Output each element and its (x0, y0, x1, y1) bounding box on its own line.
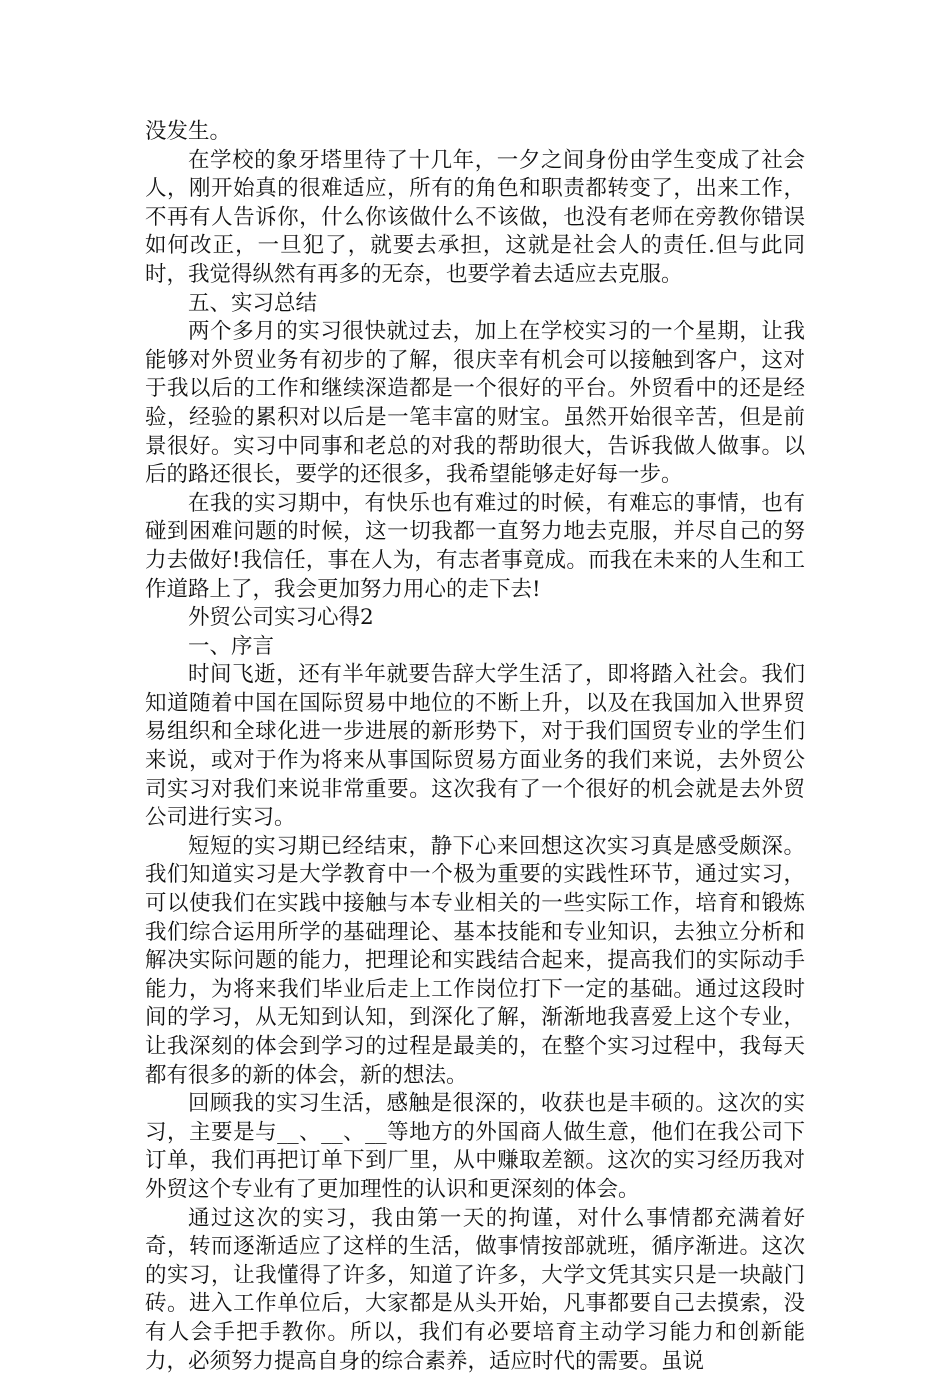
paragraph-4: 在我的实习期中，有快乐也有难过的时候，有难忘的事情，也有碰到困难问题的时候，这一切我都一直努力地去克服，并尽自己的努力去做好!我信任，事在人为，有志者事竟成。而我在未来的人生和工作道路上了，我会更加努力用心的走下去! (145, 490, 805, 602)
paragraph-8: 通过这次的实习，我由第一天的拘谨，对什么事情都充满着好奇，转而逐渐适应了这样的生活，做事情按部就班，循序渐进。这次的实习，让我懂得了许多，知道了许多，大学文凭其实只是一块敲门砖。进入工作单位后，大家都是从头开始，凡事都要自己去摸索，没有人会手把手教你。所以，我们有必要培育主动学习能力和创新能力，必须努力提高自身的综合素养，适应时代的需要。虽说 (145, 1205, 805, 1374)
paragraph-2: 在学校的象牙塔里待了十几年，一夕之间身份由学生变成了社会人，刚开始真的很难适应，所有的角色和职责都转变了，出来工作，不再有人告诉你，什么你该做什么不该做，也没有老师在旁教你错误如何改正，一旦犯了，就要去承担，这就是社会人的责任.但与此同时，我觉得纵然有再多的无奈，也要学着去适应去克服。 (145, 147, 805, 287)
section-heading-preface: 一、序言 (188, 633, 275, 659)
paragraph-1: 没发生。 (145, 119, 232, 144)
paragraph-5: 时间飞逝，还有半年就要告辞大学生活了，即将踏入社会。我们知道随着中国在国际贸易中地位的不断上升，以及在我国加入世界贸易组织和全球化进一步进展的新形势下，对于我们国贸专业的学生们来说，或对于作为将来从事国际贸易方面业务的我们来说，去外贸公司实习对我们来说非常重要。这次我有了一个很好的机会就是去外贸公司进行实习。 (145, 662, 805, 831)
paragraph-7: 回顾我的实习生活，感触是很深的，收获也是丰硕的。这次的实习，主要是与__、__、__等地方的外国商人做生意，他们在我公司下订单，我们再把订单下到厂里，从中赚取差额。这次的实习经历我对外贸这个专业有了更加理性的认识和更深刻的体会。 (145, 1091, 805, 1202)
paragraph-3: 两个多月的实习很快就过去，加上在学校实习的一个星期，让我能够对外贸业务有初步的了解，很庆幸有机会可以接触到客户，这对于我以后的工作和继续深造都是一个很好的平台。外贸看中的还是经验，经验的累积对以后是一笔丰富的财宝。虽然开始很辛苦，但是前景很好。实习中同事和老总的对我的帮助很大，告诉我做人做事。以后的路还很长，要学的还很多，我希望能够走好每一步。 (145, 319, 805, 488)
document-title-2: 外贸公司实习心得2 (188, 605, 374, 631)
document-page (145, 118, 805, 1376)
paragraph-6: 短短的实习期已经结束，静下心来回想这次实习真是感受颇深。我们知道实习是大学教育中一个极为重要的实践性环节，通过实习，可以使我们在实践中接触与本专业相关的一些实际工作，培育和锻炼我们综合运用所学的基础理论、基本技能和专业知识，去独立分析和解决实际问题的能力，把理论和实践结合起来，提高我们的实际动手能力，为将来我们毕业后走上工作岗位打下一定的基础。通过这段时间的学习，从无知到认知，到深化了解，渐渐地我喜爱上这个专业，让我深刻的体会到学习的过程是最美的，在整个实习过程中，我每天都有很多的新的体会，新的想法。 (145, 833, 805, 1088)
section-heading-summary: 五、实习总结 (188, 290, 318, 316)
